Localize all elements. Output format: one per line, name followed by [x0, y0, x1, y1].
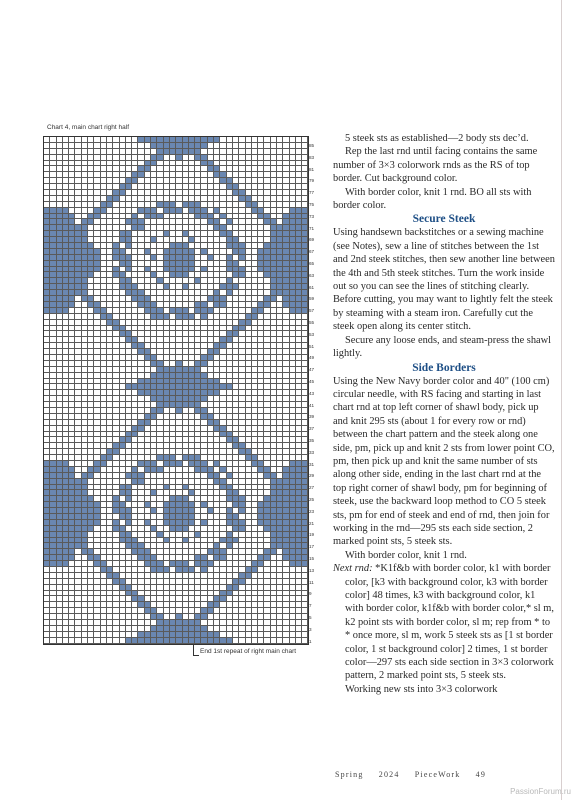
chart-row-label: 25 — [309, 496, 315, 502]
paragraph: 5 steek sts as established—2 body sts dec’d. — [345, 133, 529, 144]
chart-row-label: 61 — [309, 284, 315, 290]
paragraph: Rep the last rnd until facing contains the same number of 3×3 colorwork rnds as the RS of top border. Cut background color. — [333, 146, 538, 185]
chart-row-label: 79 — [309, 178, 315, 184]
chart-row-label: 69 — [309, 237, 315, 243]
chart-row-label: 29 — [309, 473, 315, 479]
chart-row-label: 17 — [309, 544, 315, 550]
section-heading: Side Borders — [412, 361, 476, 374]
chart-row-numbers — [309, 137, 323, 645]
paragraph — [333, 562, 555, 683]
chart-row-label: 5 — [309, 614, 312, 620]
chart-row-label: 85 — [309, 142, 315, 148]
chart-row-label: 83 — [309, 154, 315, 160]
chart-row-label: 41 — [309, 402, 315, 408]
chart-row-label: 71 — [309, 225, 315, 231]
paragraph: With border color, knit 1 rnd. — [345, 549, 467, 561]
chart-cell — [302, 638, 308, 644]
chart-row-label: 19 — [309, 532, 315, 538]
chart-row-label: 13 — [309, 567, 315, 573]
chart-row-label: 45 — [309, 378, 315, 384]
chart-row-label: 81 — [309, 166, 315, 172]
footer-page-number: 49 — [475, 770, 487, 779]
knitting-chart — [43, 136, 309, 645]
chart-row-label: 1 — [309, 638, 312, 644]
paragraph: With border color, knit 1 rnd. BO all sts with border color. — [333, 186, 532, 212]
paragraph: Using handsewn backstitches or a sewing machine (see Notes), sew a line of stitches between the 1st and 2nd steek stitches, then sew another line between the 4th and 5th steek stitches. Turn the work inside out so you can see the lines of stitching clearly. Before cutting, you may want to lightly felt the steek by steaming with a steam iron. Carefully cut the steek open along its center stitch. — [333, 227, 555, 333]
watermark: PassionForum.ru — [510, 787, 571, 796]
chart-row-label: 39 — [309, 414, 315, 420]
chart-row-label: 57 — [309, 308, 315, 314]
paragraph: Using the New Navy border color and 40" (100 cm) circular needle, with RS facing and starting in last chart rnd at top left corner of shawl body, pick up and knit 295 sts (about 1 for every row or rnd) between the chart pattern and the steek along one side, pm, pick up and knit 2 sts from lower point CO, pm, then pick up and knit the same number of sts along other side, ending in the last chart rnd at the top right corner of shawl body, pm for beginning of steek, use the backward loop method to CO 5 steek sts, pm for end of steek and end of rnd, then join for working in the rnd—295 sts each side section, 2 marked point sts, 5 steek sts. — [333, 375, 555, 548]
chart-row-label: 59 — [309, 296, 315, 302]
chart-row-label: 3 — [309, 626, 312, 632]
chart-row-label: 9 — [309, 591, 312, 597]
chart-row-label: 23 — [309, 508, 315, 514]
page-footer — [335, 770, 498, 779]
page-gutter-line — [561, 0, 562, 800]
chart-row-label: 75 — [309, 201, 315, 207]
chart-row-label: 63 — [309, 272, 315, 278]
chart-row-label: 7 — [309, 603, 312, 609]
paragraph: Secure any loose ends, and steam-press the shawl lightly. — [333, 334, 552, 360]
chart-row-label: 37 — [309, 426, 315, 432]
footer-year: 2024 — [378, 770, 400, 779]
chart-row-label: 55 — [309, 319, 315, 325]
chart-row-label: 51 — [309, 343, 315, 349]
chart-row-label: 53 — [309, 331, 315, 337]
pattern-text-column — [333, 132, 555, 696]
paragraph: Working new sts into 3×3 colorwork — [345, 683, 498, 695]
footer-season: Spring — [335, 770, 364, 779]
chart-row-label: 77 — [309, 190, 315, 196]
section-heading: Secure Steek — [412, 213, 476, 226]
next-round-text: *K1f&b with border color, k1 with border color, [k3 with background color, k3 with border color] 48 times, k3 with background color, k1 with border color, k1f&b with border color,* sl m, k2 point sts with border color, sl m; rep from * to * once more, sl m, work 5 steek sts as [1 st border color, 1 st background color] 2 times, 1 st border color—297 sts each side section in 3×3 colorwork pattern, 2 marked point sts, 5 steek sts. — [345, 563, 554, 682]
chart-row-label: 21 — [309, 520, 315, 526]
chart-row-label: 27 — [309, 485, 315, 491]
chart-row-label: 31 — [309, 461, 315, 467]
chart-caption: Chart 4, main chart right half — [47, 124, 130, 131]
chart-row-label: 33 — [309, 449, 315, 455]
chart-row-label: 11 — [309, 579, 314, 585]
footer-magazine: PieceWork — [414, 770, 461, 779]
chart-row-label: 65 — [309, 260, 315, 266]
repeat-note: End 1st repeat of right main chart — [200, 648, 297, 655]
chart-row-label: 73 — [309, 213, 315, 219]
chart-row-label: 15 — [309, 555, 315, 561]
chart-grid — [43, 136, 309, 645]
chart-row-label: 35 — [309, 437, 315, 443]
next-round-label: Next rnd: — [333, 563, 373, 575]
chart-row-label: 47 — [309, 367, 315, 373]
repeat-marker-line — [193, 645, 199, 656]
chart-row-label: 49 — [309, 355, 315, 361]
chart-row-label: 43 — [309, 390, 315, 396]
chart-row-label: 67 — [309, 249, 315, 255]
